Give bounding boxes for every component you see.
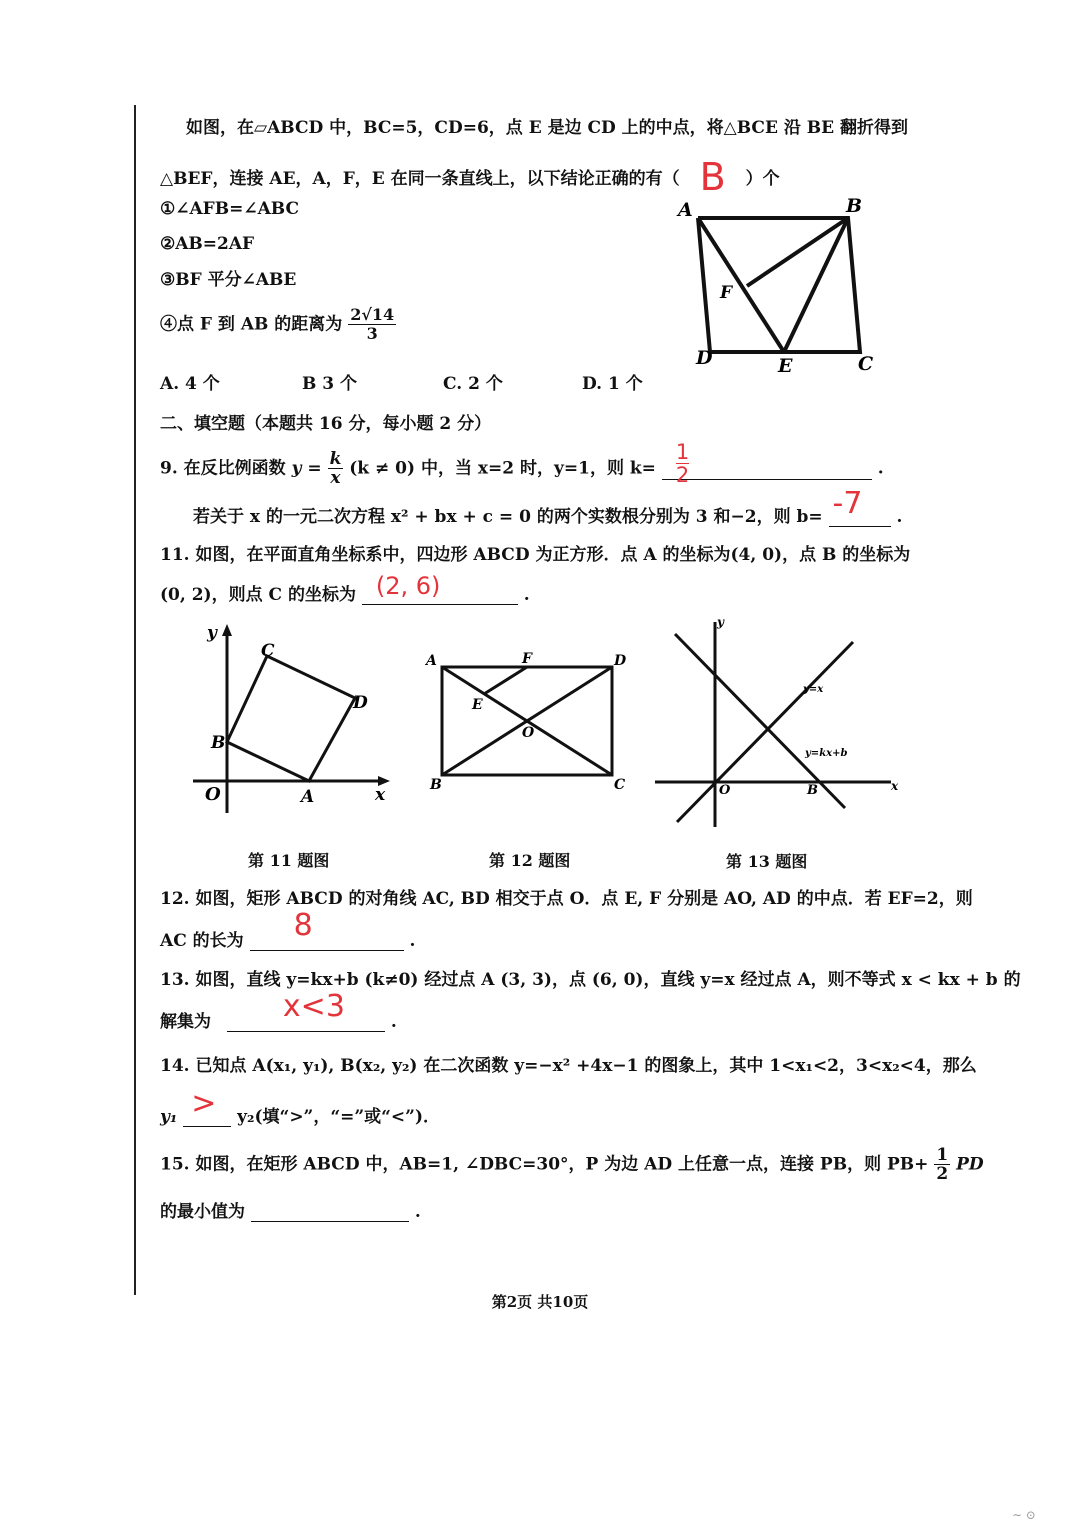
f12-label-c: C (614, 777, 626, 793)
q15-fraction: $\frac{1}{2}$ (936, 1145, 949, 1184)
q10-answer: -7 (832, 486, 863, 521)
q8-option-a: A. 4 个 (160, 374, 220, 394)
section-2-heading: 二、填空题（本题共 16 分，每小题 2 分） (160, 414, 492, 434)
caption-fig-13: 第 13 题图 (726, 852, 808, 871)
q13-line2: 解集为 x<3 . (160, 989, 397, 1032)
q8-label-d: D (696, 347, 713, 369)
q8-option-d: D. 1 个 (582, 374, 643, 394)
corner-mark: ∼ ⊙ (1012, 1508, 1036, 1522)
q10-answer-blank (829, 486, 891, 527)
f12-label-e: E (472, 697, 483, 713)
q8-fraction: $\frac{2√14}{3}$ (350, 305, 395, 343)
q13-line1: 13. 如图，直线 y=kx+b (k≠0) 经过点 A (3, 3)，点 (6, 0)，直线 y=x 经过点 A，则不等式 x < kx + b 的 (160, 970, 1021, 990)
q13-answer: x<3 (282, 989, 345, 1024)
q8-answer: B (699, 155, 726, 199)
figure-12 (420, 645, 640, 805)
q9-answer: $\frac{1}{2}$ (675, 440, 690, 487)
f11-label-o: O (205, 784, 221, 805)
f12-label-f: F (522, 651, 532, 667)
q8-option-c: C. 2 个 (443, 374, 503, 394)
page-footer: 第2页 共10页 (491, 1293, 589, 1311)
f12-label-a: A (426, 653, 437, 669)
f11-label-b: B (211, 733, 226, 753)
q11-line2: (0, 2)，则点 C 的坐标为 (2, 6) . (160, 572, 530, 605)
f12-label-o: O (522, 725, 535, 741)
q8-label-c: C (858, 353, 874, 375)
q8-option-b: B 3 个 (302, 374, 358, 394)
figure-13 (655, 612, 905, 832)
q8-figure (670, 192, 890, 378)
q10: 若关于 x 的一元二次方程 x² + bx + c = 0 的两个实数根分别为 3 和−2，则 b= -7 . (193, 486, 903, 527)
q8-label-f: F (720, 283, 733, 303)
q14-answer: > (191, 1086, 217, 1121)
q8-label-e: E (778, 355, 793, 377)
q12-line1: 12. 如图，矩形 ABCD 的对角线 AC, BD 相交于点 O．点 E, F 分别是 AO, AD 的中点．若 EF=2，则 (160, 889, 973, 909)
q14-line1: 14. 已知点 A(x₁, y₁), B(x₂, y₂) 在二次函数 y=−x² +4x−1 的图象上，其中 1<x₁<2，3<x₂<4，那么 (160, 1056, 977, 1076)
f12-label-d: D (614, 653, 627, 669)
q8-line1: 如图，在▱ABCD 中，BC=5，CD=6，点 E 是边 CD 上的中点，将△BCE 沿 BE 翻折得到 (186, 118, 909, 138)
f13-label-o: O (719, 783, 731, 798)
q9: 9. 在反比例函数 y = $\frac{k}{x}$ (k ≠ 0) 中，当 x=2 时，y=1，则 k= $\frac{1}{2}$ . (160, 440, 884, 488)
f11-label-a: A (301, 787, 315, 807)
q11-line1: 11. 如图，在平面直角坐标系中，四边形 ABCD 为正方形．点 A 的坐标为(4, 0)，点 B 的坐标为 (160, 545, 911, 565)
q11-answer-blank (362, 572, 518, 605)
f11-label-c: C (261, 641, 275, 661)
f11-label-y: y (207, 623, 217, 643)
q15-answer-blank (251, 1201, 409, 1222)
q8-conclusion-3: ③BF 平分∠ABE (160, 270, 297, 290)
f13-label-l1: y=x (803, 684, 824, 695)
q8-label-b: B (846, 195, 863, 217)
q8-label-a: A (678, 199, 693, 221)
f11-label-x: x (375, 785, 386, 805)
q12-line2: AC 的长为 8 . (160, 908, 416, 951)
q8-conclusion-1: ①∠AFB=∠ABC (160, 199, 300, 219)
f13-label-l2: y=kx+b (805, 748, 848, 759)
q14-line2: y₁ > y₂(填“>”，“=”或“<”)． (160, 1086, 440, 1127)
q9-answer-blank (662, 440, 872, 487)
f13-label-x: x (891, 779, 899, 793)
f12-label-b: B (430, 777, 442, 793)
margin-line (134, 105, 136, 1295)
q8-line2: △BEF，连接 AE，A，F，E 在同一条直线上，以下结论正确的有（ B ）个 (160, 155, 780, 199)
f11-label-d: D (353, 693, 368, 713)
q12-answer: 8 (293, 908, 313, 943)
f13-label-y: y (717, 615, 724, 629)
q11-answer: (2, 6) (375, 572, 441, 600)
caption-fig-11: 第 11 题图 (248, 851, 330, 870)
q15-line1: 15. 如图，在矩形 ABCD 中，AB=1, ∠DBC=30°，P 为边 AD 上任意一点，连接 PB，则 PB+ $\frac{1}{2}$ PD (160, 1145, 984, 1184)
f13-label-b: B (807, 783, 818, 798)
q9-fraction: $\frac{k}{x}$ (329, 449, 342, 488)
caption-fig-12: 第 12 题图 (489, 851, 571, 870)
figure-11 (185, 618, 395, 823)
q8-conclusion-4: ④点 F 到 AB 的距离为 $\frac{2√14}{3}$ (160, 305, 395, 343)
q14-answer-blank (183, 1086, 231, 1127)
q8-conclusion-2: ②AB=2AF (160, 234, 255, 254)
q15-line2: 的最小值为 . (160, 1202, 421, 1222)
